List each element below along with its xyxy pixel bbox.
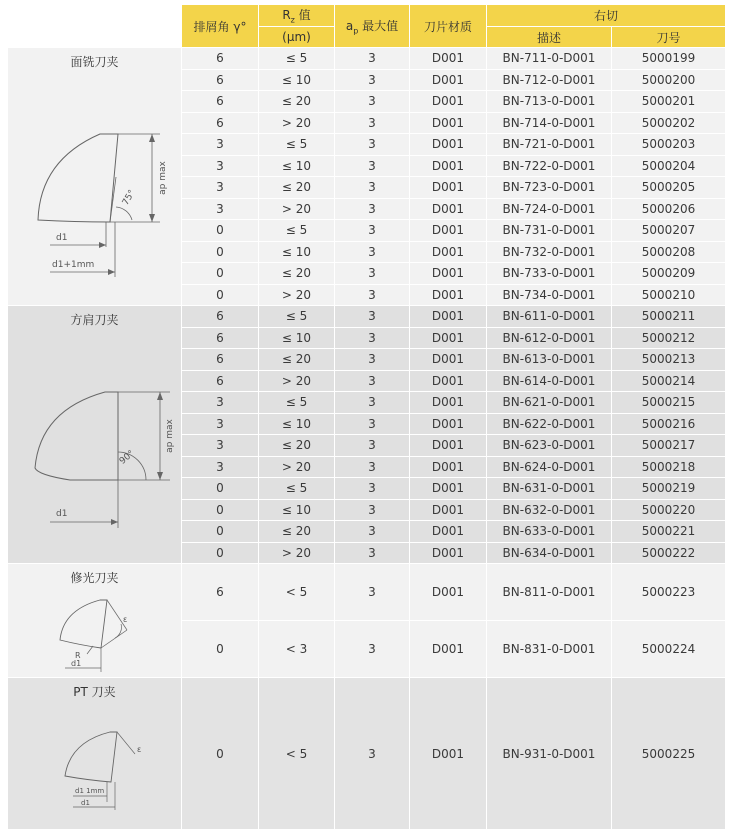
- description-cell: BN-714-0-D001: [487, 112, 612, 134]
- description-cell: BN-622-0-D001: [487, 413, 612, 435]
- ap-max-cell: 3: [335, 370, 410, 392]
- chip-angle-cell: 6: [182, 112, 259, 134]
- rz-cell: ≤ 5: [259, 392, 335, 414]
- part-no-cell: 5000204: [612, 155, 726, 177]
- table-row: [8, 306, 726, 328]
- ap-max-cell: 3: [335, 198, 410, 220]
- chip-angle-cell: 3: [182, 456, 259, 478]
- rz-cell: < 5: [259, 564, 335, 621]
- holder-cell: [8, 564, 182, 678]
- material-cell: D001: [410, 621, 487, 678]
- ap-max-cell: 3: [335, 413, 410, 435]
- description-cell: BN-634-0-D001: [487, 542, 612, 564]
- description-cell: BN-713-0-D001: [487, 91, 612, 113]
- epsilon-label: ε: [122, 615, 127, 624]
- part-no-cell: 5000207: [612, 220, 726, 242]
- chip-angle-cell: 3: [182, 413, 259, 435]
- ap-max-cell: 3: [335, 112, 410, 134]
- chip-angle-cell: 0: [182, 284, 259, 306]
- chip-angle-cell: 3: [182, 134, 259, 156]
- part-no-cell: 5000214: [612, 370, 726, 392]
- chip-angle-cell: 6: [182, 349, 259, 371]
- ap-max-cell: 3: [335, 349, 410, 371]
- material-cell: D001: [410, 284, 487, 306]
- ap-max-cell: 3: [335, 48, 410, 70]
- holder-cell: [8, 678, 182, 830]
- description-cell: BN-621-0-D001: [487, 392, 612, 414]
- ap-max-label: ap max: [164, 419, 175, 453]
- part-no-cell: 5000203: [612, 134, 726, 156]
- description-cell: BN-611-0-D001: [487, 306, 612, 328]
- table-row: [8, 564, 726, 621]
- header-right-cut: 右切: [487, 5, 726, 27]
- chip-angle-cell: 3: [182, 177, 259, 199]
- part-no-cell: 5000209: [612, 263, 726, 285]
- d1-1mm-label: d1 1mm: [74, 787, 104, 795]
- ap-max-cell: 3: [335, 678, 410, 830]
- ap-suffix: 最大值: [358, 18, 399, 33]
- face-mill-diagram: [20, 72, 170, 282]
- ap-max-label: ap max: [157, 161, 168, 195]
- material-cell: D001: [410, 198, 487, 220]
- chip-angle-cell: 6: [182, 564, 259, 621]
- holder-title: PT 刀夹: [73, 685, 116, 699]
- material-cell: D001: [410, 91, 487, 113]
- ap-max-cell: 3: [335, 284, 410, 306]
- ap-max-cell: 3: [335, 134, 410, 156]
- holder-title: 修光刀夹: [70, 571, 119, 585]
- holder-title: 面铣刀夹: [70, 55, 119, 69]
- description-cell: BN-733-0-D001: [487, 263, 612, 285]
- chip-angle-cell: 0: [182, 220, 259, 242]
- part-no-cell: 5000224: [612, 621, 726, 678]
- ap-max-cell: 3: [335, 435, 410, 457]
- d1-label: d1: [55, 233, 67, 243]
- ap-max-cell: 3: [335, 478, 410, 500]
- table-body: [8, 48, 726, 830]
- material-cell: D001: [410, 521, 487, 543]
- header-material: 刀片材质: [410, 5, 487, 48]
- material-cell: D001: [410, 155, 487, 177]
- part-no-cell: 5000211: [612, 306, 726, 328]
- header-part-no: 刀号: [612, 27, 726, 48]
- description-cell: BN-721-0-D001: [487, 134, 612, 156]
- material-cell: D001: [410, 134, 487, 156]
- angle-label: 90°: [117, 448, 136, 467]
- material-cell: D001: [410, 349, 487, 371]
- description-cell: BN-724-0-D001: [487, 198, 612, 220]
- ap-label: a: [345, 18, 354, 33]
- part-no-cell: 5000205: [612, 177, 726, 199]
- header-rz-unit: (μm): [259, 27, 335, 48]
- chip-angle-cell: 0: [182, 478, 259, 500]
- part-no-cell: 5000206: [612, 198, 726, 220]
- d1-label: d1: [55, 509, 67, 519]
- ap-max-cell: 3: [335, 177, 410, 199]
- rz-cell: ≤ 10: [259, 241, 335, 263]
- ap-max-cell: 3: [335, 621, 410, 678]
- d1-1mm-label: d1+1mm: [51, 260, 94, 270]
- material-cell: D001: [410, 177, 487, 199]
- rz-cell: > 20: [259, 456, 335, 478]
- rz-cell: < 5: [259, 678, 335, 830]
- header-description: 描述: [487, 27, 612, 48]
- header-blank: [8, 5, 182, 48]
- ap-max-cell: 3: [335, 91, 410, 113]
- ap-max-cell: 3: [335, 564, 410, 621]
- description-cell: BN-631-0-D001: [487, 478, 612, 500]
- description-cell: BN-722-0-D001: [487, 155, 612, 177]
- description-cell: BN-613-0-D001: [487, 349, 612, 371]
- part-no-cell: 5000210: [612, 284, 726, 306]
- part-no-cell: 5000215: [612, 392, 726, 414]
- part-no-cell: 5000200: [612, 69, 726, 91]
- description-cell: BN-732-0-D001: [487, 241, 612, 263]
- d1-label: d1: [80, 799, 90, 807]
- chip-angle-cell: 0: [182, 678, 259, 830]
- description-cell: BN-723-0-D001: [487, 177, 612, 199]
- part-no-cell: 5000222: [612, 542, 726, 564]
- description-cell: BN-831-0-D001: [487, 621, 612, 678]
- material-cell: D001: [410, 478, 487, 500]
- part-no-cell: 5000221: [612, 521, 726, 543]
- rz-cell: ≤ 20: [259, 435, 335, 457]
- part-no-cell: 5000216: [612, 413, 726, 435]
- rz-cell: > 20: [259, 542, 335, 564]
- chip-angle-cell: 0: [182, 521, 259, 543]
- rz-cell: ≤ 5: [259, 478, 335, 500]
- material-cell: D001: [410, 542, 487, 564]
- rz-cell: > 20: [259, 284, 335, 306]
- table-header: [8, 5, 726, 48]
- material-cell: D001: [410, 112, 487, 134]
- ap-max-cell: 3: [335, 499, 410, 521]
- rz-suffix: 值: [294, 8, 311, 23]
- rz-cell: > 20: [259, 198, 335, 220]
- description-cell: BN-614-0-D001: [487, 370, 612, 392]
- part-no-cell: 5000201: [612, 91, 726, 113]
- description-cell: BN-633-0-D001: [487, 521, 612, 543]
- holder-cell: [8, 306, 182, 564]
- description-cell: BN-734-0-D001: [487, 284, 612, 306]
- description-cell: BN-612-0-D001: [487, 327, 612, 349]
- part-no-cell: 5000217: [612, 435, 726, 457]
- description-cell: BN-624-0-D001: [487, 456, 612, 478]
- material-cell: D001: [410, 327, 487, 349]
- part-no-cell: 5000220: [612, 499, 726, 521]
- material-cell: D001: [410, 413, 487, 435]
- part-no-cell: 5000218: [612, 456, 726, 478]
- table-row: [8, 48, 726, 70]
- angle-label: 75°: [120, 188, 138, 208]
- chip-angle-cell: 6: [182, 69, 259, 91]
- description-cell: BN-931-0-D001: [487, 678, 612, 830]
- chip-angle-cell: 6: [182, 306, 259, 328]
- rz-cell: ≤ 10: [259, 499, 335, 521]
- chip-angle-cell: 6: [182, 327, 259, 349]
- description-cell: BN-632-0-D001: [487, 499, 612, 521]
- holder-cell: [8, 48, 182, 306]
- rz-cell: ≤ 10: [259, 413, 335, 435]
- ap-max-cell: 3: [335, 542, 410, 564]
- chip-angle-cell: 6: [182, 370, 259, 392]
- material-cell: D001: [410, 69, 487, 91]
- ap-max-cell: 3: [335, 392, 410, 414]
- ap-max-cell: 3: [335, 327, 410, 349]
- part-no-cell: 5000199: [612, 48, 726, 70]
- description-cell: BN-623-0-D001: [487, 435, 612, 457]
- material-cell: D001: [410, 456, 487, 478]
- chip-angle-cell: 6: [182, 91, 259, 113]
- material-cell: D001: [410, 370, 487, 392]
- epsilon-label: ε: [136, 745, 141, 754]
- d1-label: d1: [70, 659, 81, 668]
- description-cell: BN-731-0-D001: [487, 220, 612, 242]
- pt-diagram: [35, 702, 155, 812]
- ap-max-cell: 3: [335, 241, 410, 263]
- rz-cell: ≤ 20: [259, 521, 335, 543]
- chip-angle-cell: 0: [182, 499, 259, 521]
- rz-cell: ≤ 5: [259, 220, 335, 242]
- chip-angle-cell: 3: [182, 392, 259, 414]
- header-chip-angle: 排屑角 γ°: [182, 5, 259, 48]
- ap-max-cell: 3: [335, 306, 410, 328]
- part-no-cell: 5000213: [612, 349, 726, 371]
- part-no-cell: 5000219: [612, 478, 726, 500]
- material-cell: D001: [410, 220, 487, 242]
- ap-max-cell: 3: [335, 69, 410, 91]
- ap-max-cell: 3: [335, 155, 410, 177]
- chip-angle-cell: 0: [182, 621, 259, 678]
- description-cell: BN-712-0-D001: [487, 69, 612, 91]
- material-cell: D001: [410, 678, 487, 830]
- rz-cell: ≤ 5: [259, 48, 335, 70]
- rz-cell: ≤ 10: [259, 155, 335, 177]
- chip-angle-cell: 3: [182, 155, 259, 177]
- wiper-diagram: [35, 588, 155, 673]
- ap-sub: p: [353, 26, 359, 36]
- material-cell: D001: [410, 392, 487, 414]
- holder-title: 方肩刀夹: [70, 313, 119, 327]
- part-no-cell: 5000225: [612, 678, 726, 830]
- rz-cell: ≤ 5: [259, 306, 335, 328]
- header-ap-max: [335, 5, 410, 48]
- chip-angle-cell: 3: [182, 198, 259, 220]
- header-rz: [259, 5, 335, 27]
- ap-max-cell: 3: [335, 220, 410, 242]
- material-cell: D001: [410, 435, 487, 457]
- chip-angle-cell: 0: [182, 241, 259, 263]
- chip-angle-cell: 6: [182, 48, 259, 70]
- rz-cell: ≤ 20: [259, 263, 335, 285]
- ap-max-cell: 3: [335, 456, 410, 478]
- rz-cell: ≤ 10: [259, 69, 335, 91]
- description-cell: BN-811-0-D001: [487, 564, 612, 621]
- rz-sub: z: [290, 15, 295, 25]
- rz-cell: ≤ 5: [259, 134, 335, 156]
- rz-cell: ≤ 20: [259, 91, 335, 113]
- part-no-cell: 5000208: [612, 241, 726, 263]
- material-cell: D001: [410, 241, 487, 263]
- chip-angle-cell: 3: [182, 435, 259, 457]
- chip-angle-cell: 0: [182, 263, 259, 285]
- rz-cell: ≤ 10: [259, 327, 335, 349]
- rz-cell: > 20: [259, 112, 335, 134]
- material-cell: D001: [410, 306, 487, 328]
- r-label: R: [74, 651, 81, 660]
- part-no-cell: 5000202: [612, 112, 726, 134]
- rz-cell: > 20: [259, 370, 335, 392]
- table-row: [8, 678, 726, 830]
- rz-label: R: [282, 8, 291, 23]
- material-cell: D001: [410, 263, 487, 285]
- ap-max-cell: 3: [335, 521, 410, 543]
- part-no-cell: 5000223: [612, 564, 726, 621]
- chip-angle-cell: 0: [182, 542, 259, 564]
- description-cell: BN-711-0-D001: [487, 48, 612, 70]
- part-no-cell: 5000212: [612, 327, 726, 349]
- ap-max-cell: 3: [335, 263, 410, 285]
- material-cell: D001: [410, 499, 487, 521]
- material-cell: D001: [410, 564, 487, 621]
- rz-cell: ≤ 20: [259, 349, 335, 371]
- rz-cell: ≤ 20: [259, 177, 335, 199]
- insert-table: [7, 4, 726, 830]
- rz-cell: < 3: [259, 621, 335, 678]
- square-shoulder-diagram: [20, 330, 175, 530]
- material-cell: D001: [410, 48, 487, 70]
